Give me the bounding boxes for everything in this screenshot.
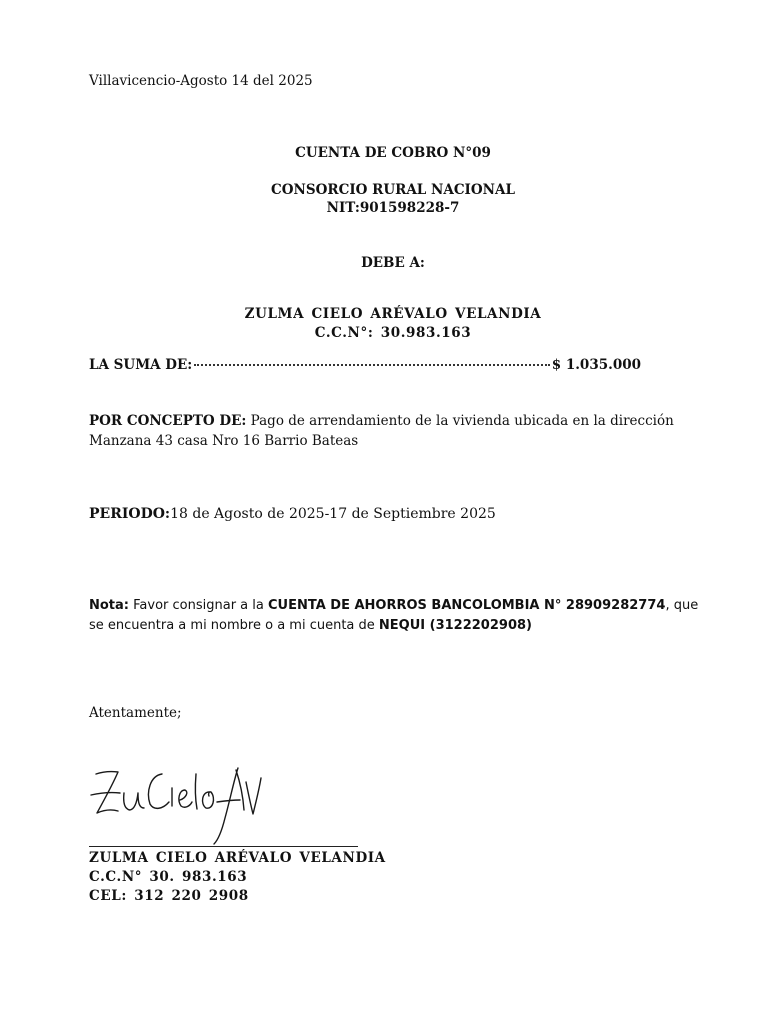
signature-image bbox=[88, 762, 278, 847]
note-text-2: , que se encuentra a mi nombre o a mi cuenta de bbox=[89, 598, 699, 633]
sum-row bbox=[89, 357, 641, 373]
note-paragraph bbox=[89, 596, 699, 636]
period-text: 18 de Agosto de 2025-17 de Septiembre 2025 bbox=[170, 506, 496, 522]
period-label: PERIODO: bbox=[89, 506, 171, 522]
signer-id: C.C.N° 30. 983.163 bbox=[89, 869, 248, 885]
creditor-id: C.C.N°: 30.983.163 bbox=[314, 325, 472, 341]
note-account: CUENTA DE AHORROS BANCOLOMBIA N° 28909282774 bbox=[267, 598, 666, 613]
document-title: CUENTA DE COBRO N°09 bbox=[295, 145, 491, 161]
signature-line bbox=[89, 846, 358, 847]
concept-paragraph bbox=[89, 411, 699, 451]
closing: Atentamente; bbox=[89, 705, 182, 721]
sum-amount: $ 1.035.000 bbox=[551, 357, 641, 373]
place-date: Villavicencio-Agosto 14 del 2025 bbox=[89, 73, 313, 89]
note-label: Nota: bbox=[89, 598, 129, 613]
concept-label: POR CONCEPTO DE: bbox=[89, 413, 247, 429]
debtor-nit: NIT:901598228-7 bbox=[326, 200, 460, 216]
sum-label: LA SUMA DE: bbox=[89, 357, 193, 373]
note-nequi: NEQUI (3122202908) bbox=[378, 618, 532, 633]
note-text-1: Favor consignar a la bbox=[129, 598, 268, 613]
signer-phone: CEL: 312 220 2908 bbox=[89, 888, 249, 904]
signer-name: ZULMA CIELO ARÉVALO VELANDIA bbox=[89, 850, 386, 866]
concept-text: Pago de arrendamiento de la vivienda ubicada en la dirección Manzana 43 casa Nro 16 Barrio Bateas bbox=[89, 413, 674, 449]
period-line bbox=[89, 506, 496, 522]
creditor-name: ZULMA CIELO ARÉVALO VELANDIA bbox=[244, 306, 542, 322]
owes-label: DEBE A: bbox=[361, 255, 425, 271]
dotted-leader bbox=[194, 364, 549, 366]
debtor-name: CONSORCIO RURAL NACIONAL bbox=[271, 182, 515, 198]
